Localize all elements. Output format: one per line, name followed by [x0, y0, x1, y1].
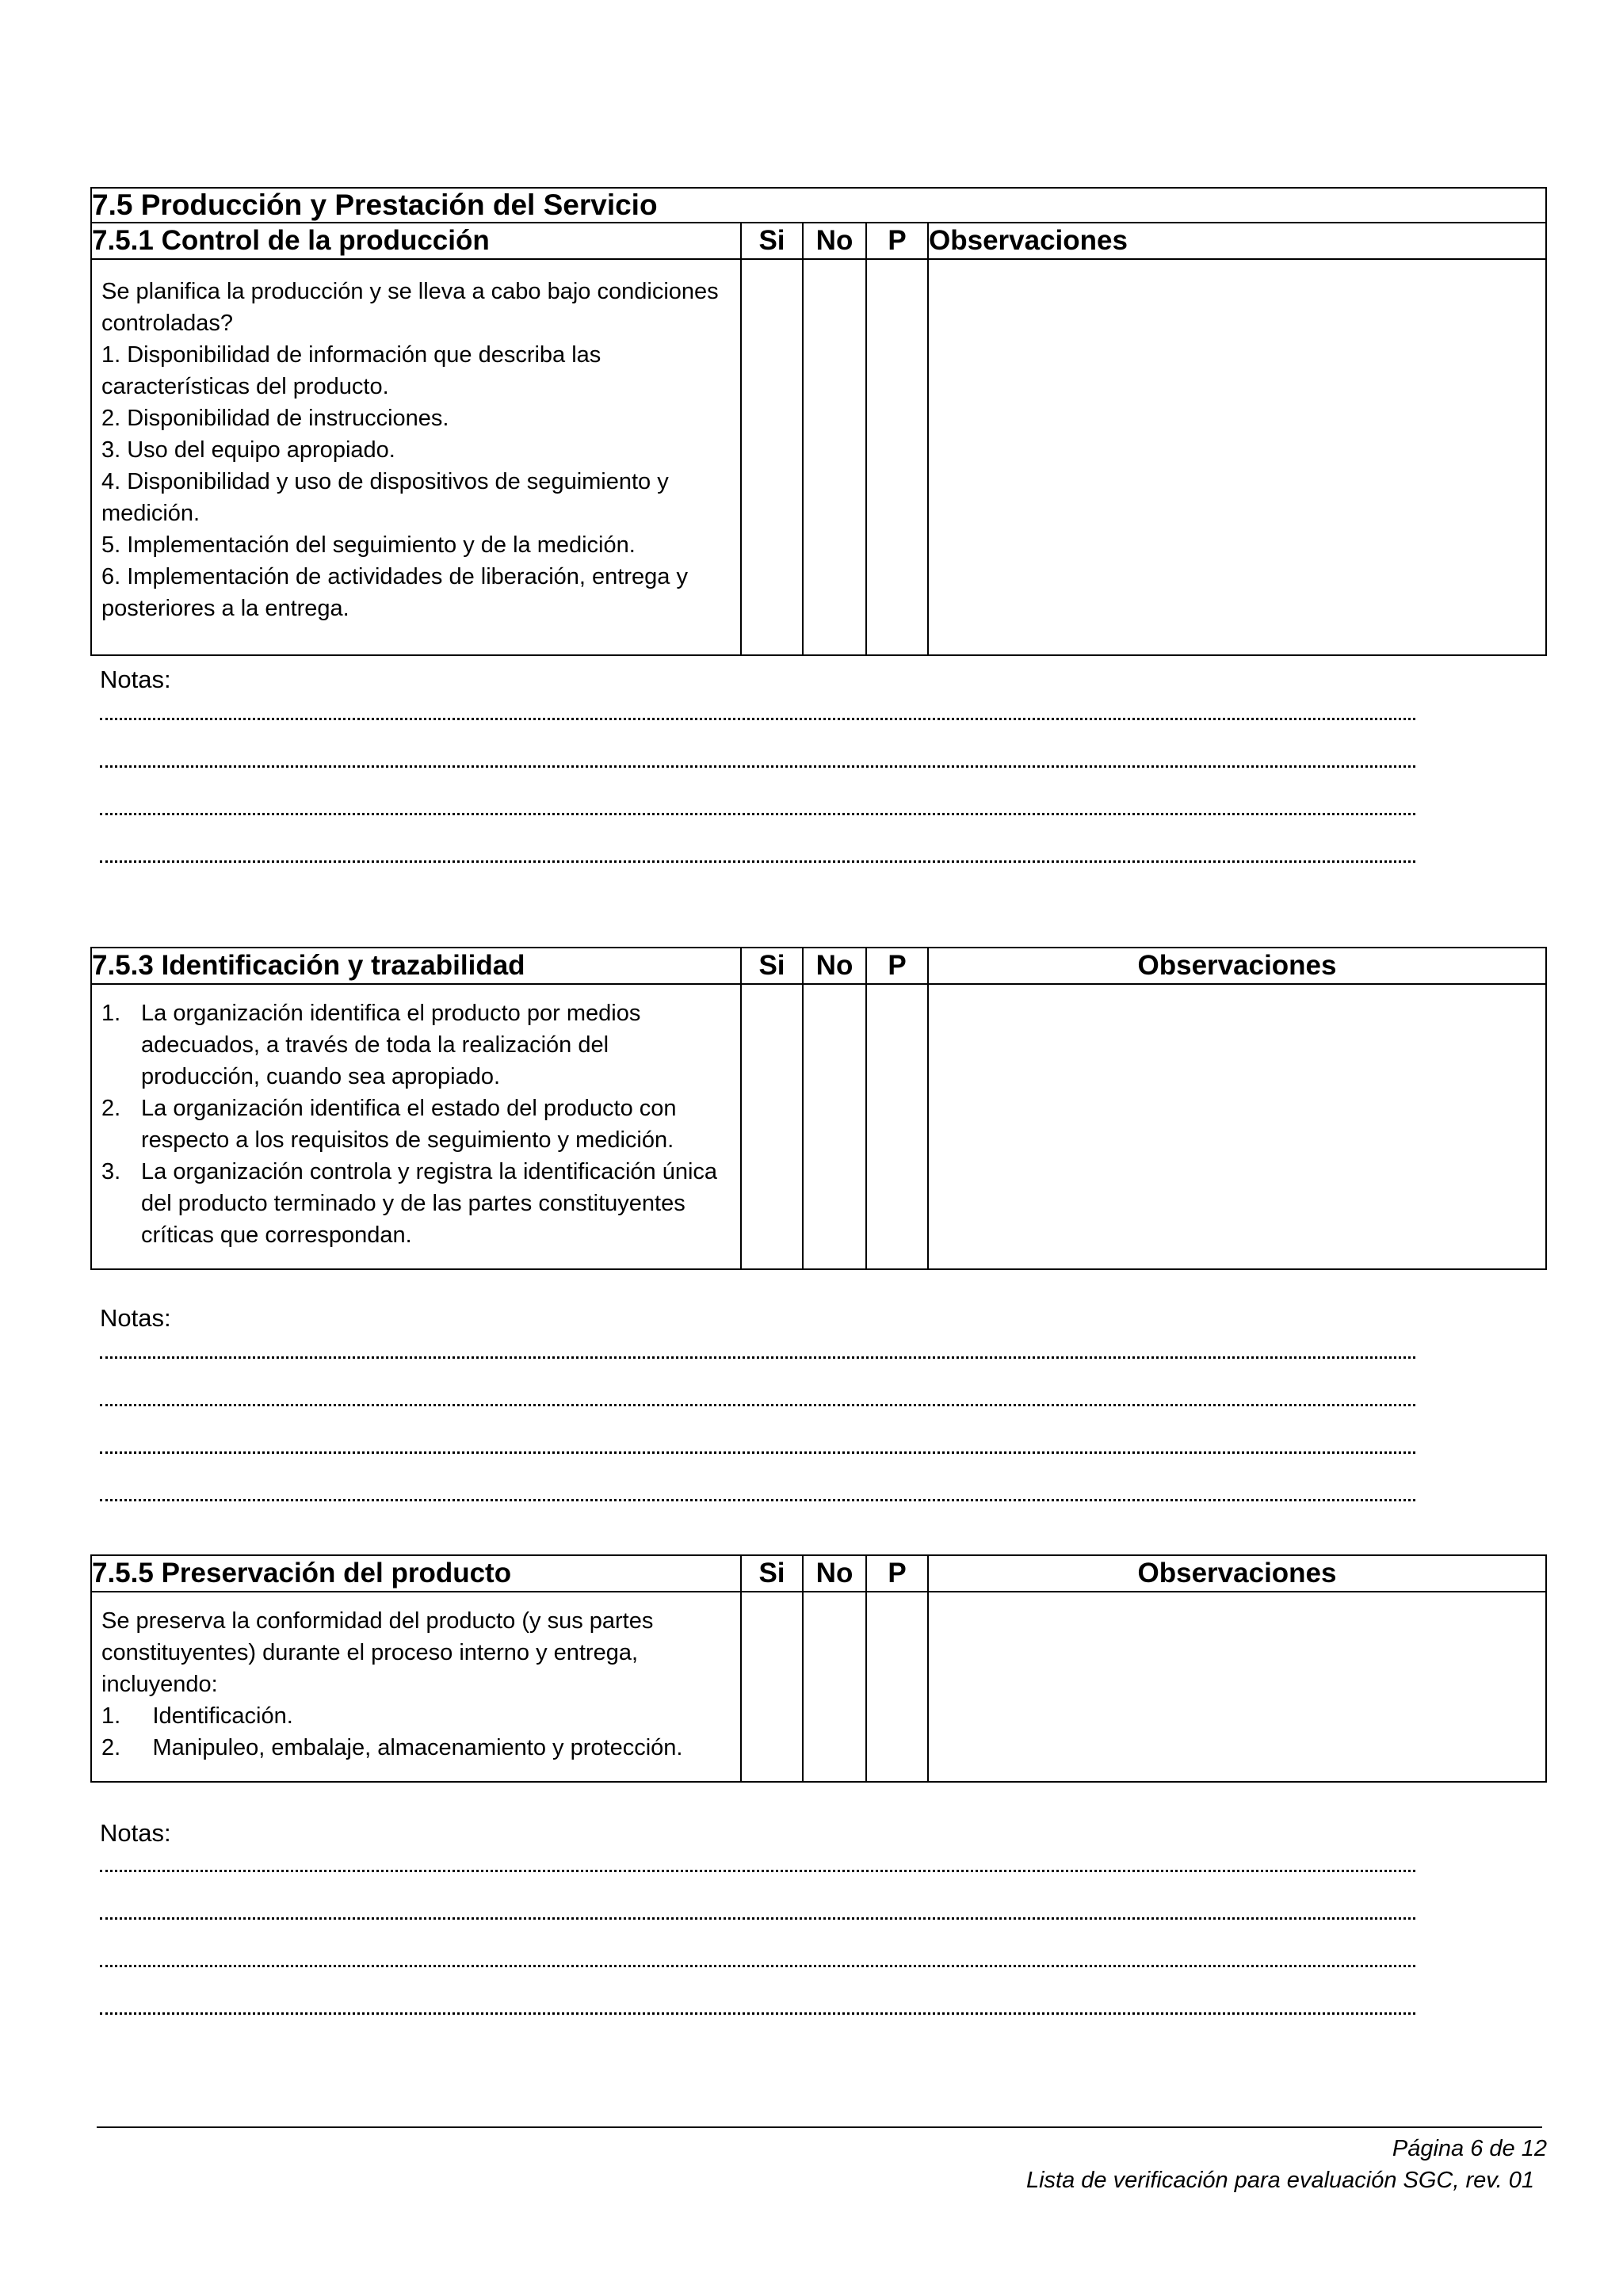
criteria-item: 4. Disponibilidad y uso de dispositivos de seguimiento y medición. [101, 469, 669, 526]
no-answer-cell[interactable] [803, 984, 866, 1269]
criteria-intro: Se preserva la conformidad del producto (y sus partes constituyentes) durante el proceso interno y entrega, incluyendo: [101, 1608, 654, 1697]
notes-line[interactable] [100, 811, 1415, 815]
footer-page-number: Página 6 de 12 [1392, 2136, 1547, 2161]
criteria-cell [91, 984, 741, 1269]
section-7-5-1 [90, 187, 1545, 656]
col-observaciones: Observaciones [928, 1555, 1546, 1592]
p-answer-cell[interactable] [866, 1592, 928, 1782]
notes-line[interactable] [100, 1916, 1415, 1920]
no-answer-cell[interactable] [803, 259, 866, 655]
criteria-cell [91, 259, 741, 655]
si-answer-cell[interactable] [741, 984, 803, 1269]
observaciones-cell[interactable] [928, 984, 1546, 1269]
col-observaciones: Observaciones [928, 223, 1546, 259]
section-title: 7.5 Producción y Prestación del Servicio [91, 188, 1546, 223]
notes-line[interactable] [100, 716, 1415, 720]
col-si: Si [741, 948, 803, 984]
notes-line[interactable] [100, 859, 1415, 863]
p-answer-cell[interactable] [866, 259, 928, 655]
observaciones-cell[interactable] [928, 1592, 1546, 1782]
criteria-item: 1. La organización identifica el producto por medios adecuados, a través de toda la realización del producción, cuando sea apropiado. [101, 1001, 641, 1089]
notes-label: Notas: [100, 1819, 171, 1847]
criteria-item: 5. Implementación del seguimiento y de la medición. [101, 532, 636, 558]
notes-line[interactable] [100, 1355, 1415, 1359]
col-no: No [803, 223, 866, 259]
criteria-item: 1. Disponibilidad de información que describa las características del producto. [101, 342, 601, 399]
notes-line[interactable] [100, 764, 1415, 768]
criteria-item: 2. Manipuleo, embalaje, almacenamiento y protección. [101, 1735, 683, 1760]
criteria-item: 2. La organización identifica el estado del producto con respecto a los requisitos de seguimiento y medición. [101, 1096, 677, 1153]
checklist-table-7-5-5 [90, 1554, 1547, 1783]
checklist-table-7-5-3 [90, 947, 1547, 1270]
criteria-item: 1. Identificación. [101, 1703, 293, 1729]
footer-divider [97, 2126, 1542, 2128]
observaciones-cell[interactable] [928, 259, 1546, 655]
col-si: Si [741, 1555, 803, 1592]
si-answer-cell[interactable] [741, 1592, 803, 1782]
col-observaciones: Observaciones [928, 948, 1546, 984]
subsection-title: 7.5.1 Control de la producción [91, 223, 741, 259]
notes-line[interactable] [100, 2011, 1415, 2015]
criteria-item: 3. Uso del equipo apropiado. [101, 437, 395, 463]
criteria-intro: Se planifica la producción y se lleva a cabo bajo condiciones controladas? [101, 279, 719, 336]
col-p: P [866, 223, 928, 259]
notes-line[interactable] [100, 1497, 1415, 1501]
notes-line[interactable] [100, 1450, 1415, 1454]
notes-line[interactable] [100, 1868, 1415, 1872]
notes-line[interactable] [100, 1963, 1415, 1967]
col-p: P [866, 948, 928, 984]
section-7-5-3 [90, 947, 1545, 1270]
subsection-title: 7.5.3 Identificación y trazabilidad [91, 948, 741, 984]
notes-label: Notas: [100, 1304, 171, 1332]
si-answer-cell[interactable] [741, 259, 803, 655]
footer-document-title: Lista de verificación para evaluación SGC, rev. 01 [1025, 2168, 1534, 2193]
notes-label: Notas: [100, 666, 171, 693]
section-7-5-5 [90, 1554, 1545, 1783]
checklist-table-7-5-1 [90, 187, 1547, 656]
criteria-item: 3. La organización controla y registra la identificación única del producto terminado y de las partes constituyentes críticas que correspondan. [101, 1159, 718, 1248]
criteria-item: 6. Implementación de actividades de liberación, entrega y posteriores a la entrega. [101, 564, 688, 621]
col-si: Si [741, 223, 803, 259]
subsection-title: 7.5.5 Preservación del producto [91, 1555, 741, 1592]
notes-line[interactable] [100, 1402, 1415, 1406]
col-no: No [803, 1555, 866, 1592]
col-p: P [866, 1555, 928, 1592]
col-no: No [803, 948, 866, 984]
no-answer-cell[interactable] [803, 1592, 866, 1782]
criteria-cell [91, 1592, 741, 1782]
p-answer-cell[interactable] [866, 984, 928, 1269]
criteria-item: 2. Disponibilidad de instrucciones. [101, 406, 449, 431]
